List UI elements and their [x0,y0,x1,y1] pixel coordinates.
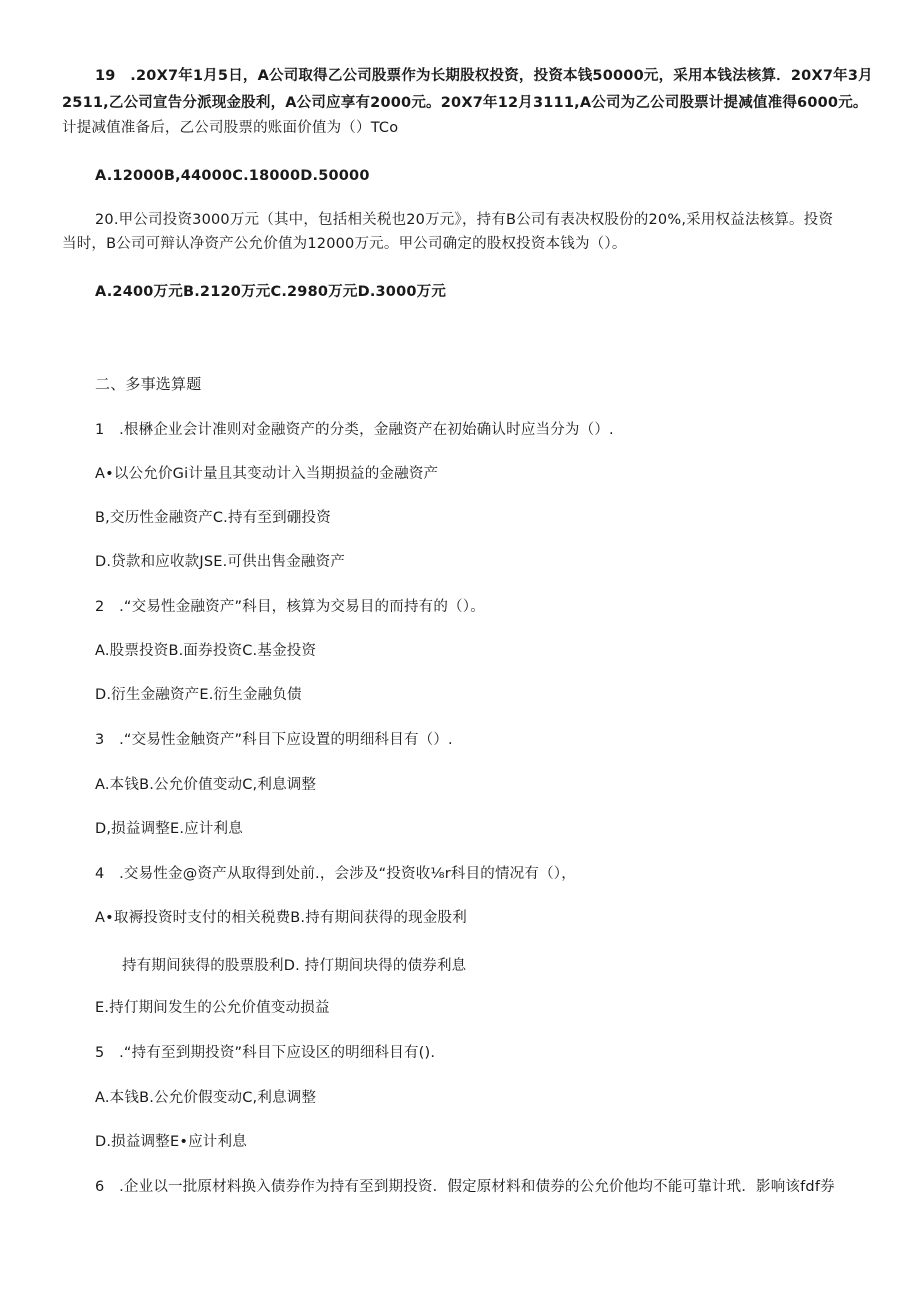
q20-line1: 20.甲公司投资3000万元（其中，包括相关税也20万元》，持有B公司有表决权股份的20%,采用权益法核算。投资 [95,212,834,228]
m2-option-de: D.衍生金融资产E.衍生金融负债 [95,687,302,703]
m1-stem: 1 .根楙企业会计准则对金融资产的分类，金融资产在初始确认时应当分为（）. [95,422,614,438]
m6-stem: 6 .企业以一批原材料换入债券作为持有至到期投资．假定原材料和债券的公允价他均不能可靠计玳．影响该fdf券 [95,1179,835,1195]
m1-option-a: A•以公允价Gi计量且其变动计入当期损益的金融资产 [95,466,439,482]
q20-line2: 当时，B公司可辩认净资产公允价值为12000万元。甲公司确定的股权投资本钱为（）。 [62,236,627,252]
q19-options: A.12000B,44000C.18000D.50000 [95,168,370,184]
m3-option-de: D,损益调整E.应计利息 [95,821,243,837]
m3-stem: 3 .“交易性金触资产”科目下应设置的明细科目有（）. [95,732,453,748]
q19-line3: 计提减值准备后，乙公司股票的账面价值为（）TCo [62,120,399,136]
section-title: 二、多事选算题 [95,375,202,393]
q19-line2: 2511,乙公司宣告分派现金股利，A公司应享有2000元。20X7年12月3111,A公司为乙公司股票计提减值准得6000元。 [62,95,868,111]
m1-option-de: D.贷款和应收款JSE.可供出售金融资产 [95,554,346,570]
m3-option-abc: A.本钱B.公允价值变动C,利息调整 [95,777,317,793]
m5-stem: 5 .“持有至到期投资”科目下应设区的明细科目有(). [95,1045,436,1061]
q19-line1: 19 .20X7年1月5日，A公司取得乙公司股票作为长期股权投资，投资本钱50000元，采用本钱法核算．20X7年3月 [95,68,873,84]
m4-stem: 4 .交易性金@资产从取得到处前.，会涉及“投资收⅛r科目的情况有（）， [95,866,576,882]
m5-option-de: D.损益调整E•应计利息 [95,1134,247,1150]
m5-option-abc: A.本钱B.公允价假变动C,利息调整 [95,1090,317,1106]
m4-option-e: E.持仃期间发生的公允价值变动损益 [95,1000,330,1016]
q20-options: A.2400万元B.2120万元C.2980万元D.3000万元 [95,284,447,300]
m2-option-abc: A.股票投资B.面券投资C.基金投资 [95,643,317,659]
m1-option-bc: B,交历性金融资产C.持有至到硼投资 [95,510,331,526]
m4-option-cd: 持有期间狭得的股票股利D. 持仃期间块得的债券利息 [122,958,467,974]
m4-option-ab: A•取褥投资时支付的相关税费B.持有期间获得的现金股利 [95,910,467,926]
m2-stem: 2 .“交易性金融资产”科目，核算为交易目的而持有的（）。 [95,599,485,615]
